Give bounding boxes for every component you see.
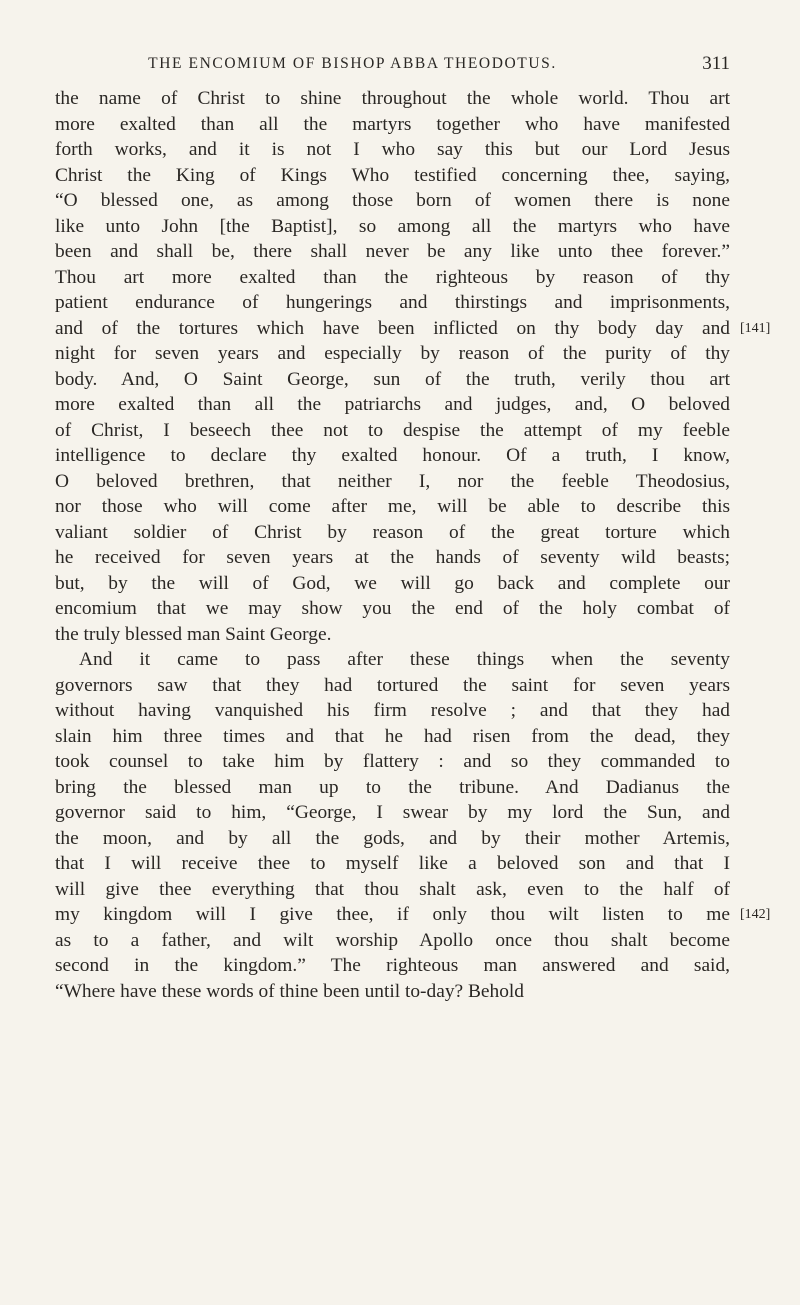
text-line: more exalted than all the martyrs together who have manifested — [55, 113, 730, 135]
text-line: without having vanquished his firm resolve ; and that they had — [55, 700, 730, 721]
text-line: and of the tortures which have been inflicted on thy body day and — [55, 317, 730, 339]
text-line: body. And, O Saint George, sun of the truth, verily thou art — [55, 368, 730, 390]
text-line: the moon, and by all the gods, and by their mother Artemis, — [55, 827, 730, 849]
text-line: the name of Christ to shine throughout the whole world. Thou art — [55, 88, 730, 109]
text-line: encomium that we may show you the end of the holy combat of — [55, 598, 730, 619]
text-line: forth works, and it is not I who say this but our Lord Jesus — [55, 139, 730, 160]
text-line: been and shall be, there shall never be any like unto thee forever.” — [55, 241, 730, 262]
text-line: he received for seven years at the hands of seventy wild beasts; — [55, 547, 730, 568]
text-line: bring the blessed man up to the tribune. And Dadianus the — [55, 776, 730, 798]
text-line: my kingdom will I give thee, if only thou wilt listen to me — [55, 904, 730, 925]
text-line: valiant soldier of Christ by reason of the great torture which — [55, 521, 730, 543]
text-line: intelligence to declare thy exalted honour. Of a truth, I know, — [55, 445, 730, 466]
margin-page-reference: [142] — [740, 907, 771, 922]
text-line: took counsel to take him by flattery : and so they commanded to — [55, 751, 730, 772]
text-line: governors saw that they had tortured the saint for seven years — [55, 674, 730, 696]
margin-page-reference: [141] — [740, 320, 771, 336]
text-line: O beloved brethren, that neither I, nor the feeble Theodosius, — [55, 470, 730, 492]
text-line: more exalted than all the patriarchs and judges, and, O beloved — [55, 394, 730, 415]
text-line: second in the kingdom.” The righteous man answered and said, — [55, 955, 730, 976]
page-number: 311 — [702, 53, 730, 74]
text-line: will give thee everything that thou shalt ask, even to the half of — [55, 878, 730, 900]
text-line: nor those who will come after me, will be able to describe this — [55, 496, 730, 517]
running-head — [55, 52, 730, 76]
text-line: as to a father, and wilt worship Apollo once thou shalt become — [55, 929, 730, 951]
running-title: THE ENCOMIUM OF BISHOP ABBA THEODOTUS. — [148, 55, 557, 72]
text-line: of Christ, I beseech thee not to despise the attempt of my feeble — [55, 419, 730, 441]
text-line: the truly blessed man Saint George. — [55, 623, 332, 645]
text-line: night for seven years and especially by reason of the purity of thy — [55, 343, 730, 364]
text-line: patient endurance of hungerings and thirstings and imprisonments, — [55, 292, 730, 313]
text-line: “O blessed one, as among those born of women there is none — [55, 190, 730, 211]
text-line: like unto John [the Baptist], so among all the martyrs who have — [55, 215, 730, 237]
text-line: Thou art more exalted than the righteous by reason of thy — [55, 266, 730, 288]
text-line: And it came to pass after these things when the seventy — [79, 649, 730, 670]
body-text — [55, 86, 730, 1004]
text-line: that I will receive thee to myself like a beloved son and that I — [55, 853, 730, 874]
text-line: but, by the will of God, we will go back and complete our — [55, 572, 730, 594]
text-line: slain him three times and that he had risen from the dead, they — [55, 725, 730, 747]
text-line: “Where have these words of thine been until to-day? Behold — [55, 980, 524, 1002]
text-line: governor said to him, “George, I swear by my lord the Sun, and — [55, 802, 730, 823]
text-line: Christ the King of Kings Who testified concerning thee, saying, — [55, 164, 730, 186]
